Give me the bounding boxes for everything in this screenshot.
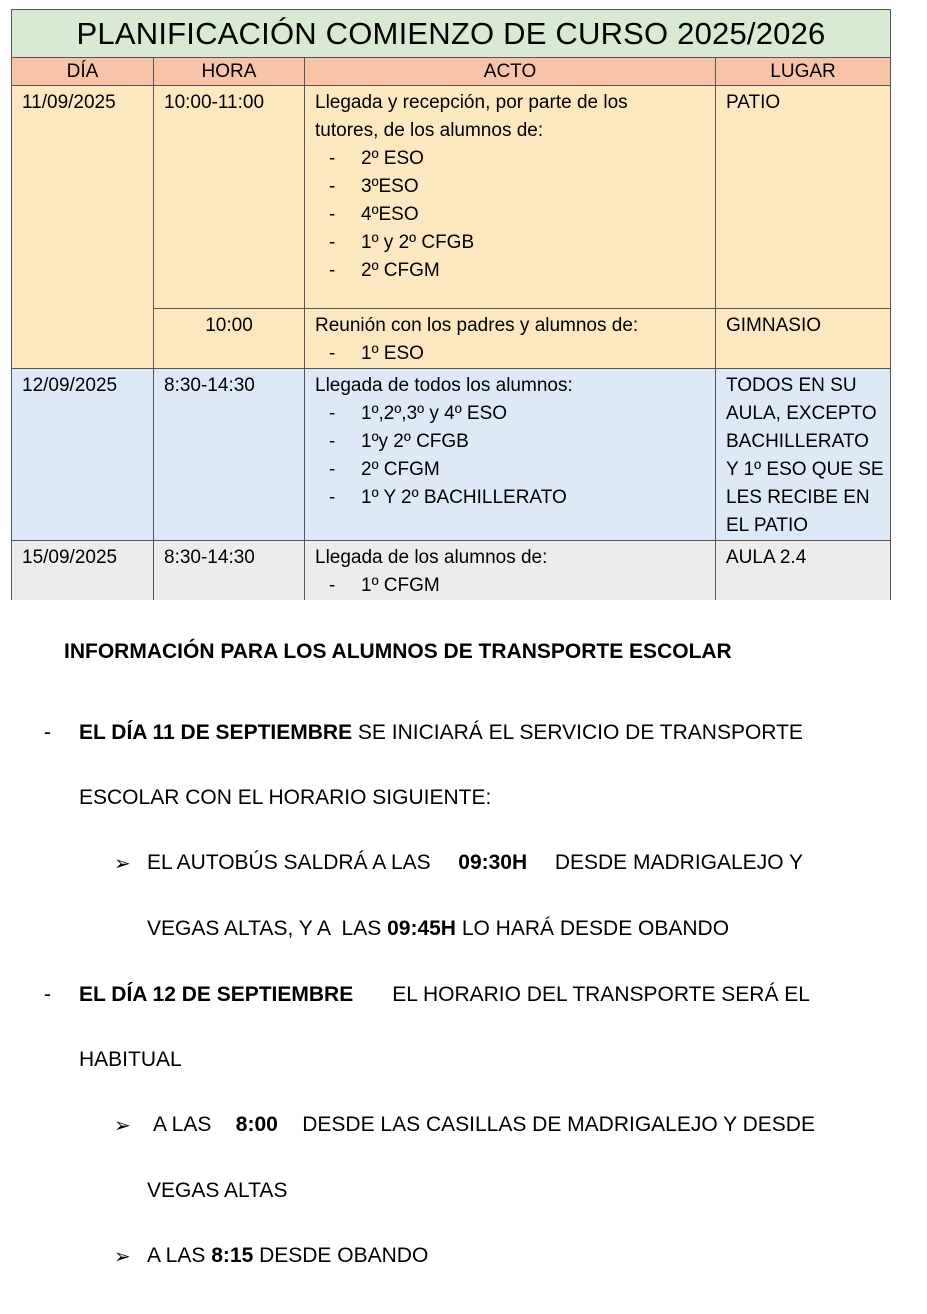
dash-bullet: - [44,983,51,1006]
hora-value: 10:00-11:00 [164,92,265,113]
info-line: VEGAS ALTAS [147,1179,288,1202]
header-acto: ACTO [305,58,716,86]
cell-hora [154,541,305,601]
list-item: - 1º y 2º CFGB [329,232,475,253]
table-title: PLANIFICACIÓN COMIENZO DE CURSO 2025/2026 [12,10,891,58]
header-dia: DÍA [12,58,154,86]
info-line [147,851,803,875]
info-line [79,721,803,745]
cell-acto [305,541,716,601]
cell-hora [154,369,305,541]
info-title: INFORMACIÓN PARA LOS ALUMNOS DE TRANSPORTE ESCOLAR [64,640,732,663]
acto-list [295,400,715,512]
table-row [12,541,891,601]
info-line [147,1244,428,1268]
arrow-bullet-icon: ➢ [114,1246,131,1268]
table-row [12,369,891,541]
lugar-value: AULA 2.4 [726,547,807,568]
bold-date: EL DÍA 11 DE SEPTIEMBRE [79,721,353,744]
hora-value: 8:30-14:30 [164,547,255,568]
acto-line: Reunión con los padres y alumnos de: [315,315,639,336]
list-item: - 1º,2º,3º y 4º ESO [329,403,508,424]
header-hora: HORA [154,58,305,86]
cell-lugar [716,541,891,601]
info-line: ESCOLAR CON EL HORARIO SIGUIENTE: [79,786,492,809]
cell-dia [12,541,154,601]
dash-bullet: - [44,721,51,744]
hora-value: 10:00 [205,315,253,336]
list-item: - 2º ESO [329,148,424,169]
dia-value: 12/09/2025 [22,375,118,396]
info-line [147,917,729,941]
info-text: A LAS [153,1113,212,1136]
info-text: LO HARÁ DESDE OBANDO [455,917,730,940]
list-item: - 1º Y 2º BACHILLERATO [329,487,567,508]
bold-time: 8:00 [235,1113,278,1136]
bold-time: 09:45H [387,917,456,940]
schedule-table [11,9,891,600]
info-text: SE INICIARÁ EL SERVICIO DE TRANSPORTE [352,721,803,744]
list-item: - 1ºy 2º CFGB [329,431,469,452]
cell-acto [305,86,716,309]
cell-lugar [716,309,891,369]
cell-dia [12,86,154,369]
cell-acto [305,309,716,369]
lugar-value: PATIO [726,92,781,113]
lugar-value: GIMNASIO [726,315,822,336]
info-line: HABITUAL [79,1048,182,1071]
info-text: A LAS [147,1244,212,1267]
dia-value: 11/09/2025 [22,92,116,113]
list-item: - 1º ESO [329,343,424,364]
list-item: - 1º CFGM [329,575,440,596]
cell-dia [12,369,154,541]
header-lugar: LUGAR [716,58,891,86]
table-row [12,86,891,309]
arrow-bullet-icon: ➢ [114,1115,131,1137]
acto-list [295,340,715,368]
info-text: EL HORARIO DEL TRANSPORTE SERÁ EL [392,983,810,1006]
bold-date: EL DÍA 12 DE SEPTIEMBRE [79,983,354,1006]
lugar-line: EL PATIO [726,515,809,536]
lugar-line: LES RECIBE EN [726,487,870,508]
cell-acto [305,369,716,541]
acto-line: Llegada y recepción, por parte de los [315,92,628,113]
info-text: EL AUTOBÚS SALDRÁ A LAS [147,851,431,874]
acto-line: tutores, de los alumnos de: [315,120,544,141]
lugar-line: BACHILLERATO [726,431,869,452]
acto-list [295,572,715,600]
cell-hora [154,309,305,369]
list-item: - 2º CFGM [329,459,440,480]
info-text: DESDE OBANDO [253,1244,429,1267]
list-item: - 3ºESO [329,176,419,197]
lugar-line: Y 1º ESO QUE SE [726,459,884,480]
list-item: - 2º CFGM [329,260,440,281]
info-line [79,983,810,1007]
cell-lugar [716,86,891,309]
lugar-line: AULA, EXCEPTO [726,403,877,424]
bold-time: 09:30H [458,851,528,874]
arrow-bullet-icon: ➢ [114,853,131,875]
bold-time: 8:15 [211,1244,254,1267]
lugar-line: TODOS EN SU [726,375,857,396]
dia-value: 15/09/2025 [22,547,118,568]
info-text: VEGAS ALTAS, Y A LAS [147,917,388,940]
acto-list [295,145,715,285]
cell-hora [154,86,305,309]
acto-line: Llegada de todos los alumnos: [315,375,573,396]
info-text: DESDE LAS CASILLAS DE MADRIGALEJO Y DESDE [302,1113,815,1136]
info-text: DESDE MADRIGALEJO Y [554,851,803,874]
cell-lugar [716,369,891,541]
info-line [153,1113,815,1137]
list-item: - 4ºESO [329,204,419,225]
hora-value: 8:30-14:30 [164,375,255,396]
acto-line: Llegada de los alumnos de: [315,547,548,568]
